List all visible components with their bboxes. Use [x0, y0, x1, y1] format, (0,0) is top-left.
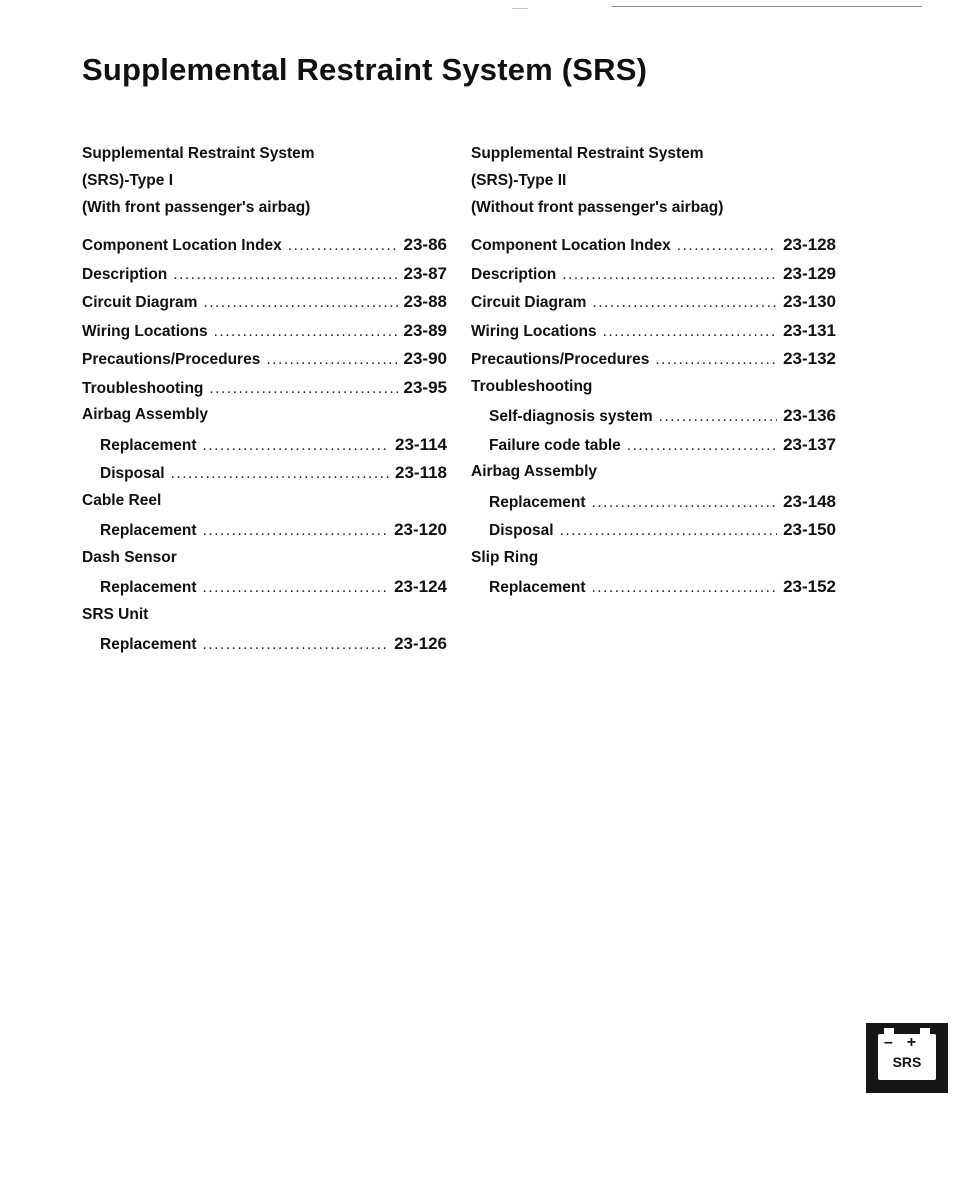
toc-entry	[82, 520, 447, 549]
dot-leader	[288, 237, 398, 255]
toc-entry	[471, 406, 836, 435]
minus-sign: –	[883, 1034, 907, 1051]
toc-entry-label: Description	[471, 265, 557, 283]
toc-entry-page: 23-148	[783, 491, 836, 511]
heading-line: (Without front passenger's airbag)	[471, 199, 724, 216]
toc-entry-label: Replacement	[489, 579, 586, 596]
battery-icon	[878, 1034, 936, 1080]
dot-leader	[266, 351, 397, 369]
toc-entry-label: Circuit Diagram	[82, 294, 198, 311]
toc-entry	[82, 406, 447, 435]
toc-entry-page: 23-129	[783, 263, 836, 283]
toc-entry-page: 23-86	[403, 235, 447, 254]
toc-entry	[82, 463, 447, 492]
toc-entry-label: Troubleshooting	[82, 379, 204, 397]
toc-entry-page: 23-118	[395, 463, 447, 482]
dot-leader	[562, 266, 777, 284]
toc-entry	[82, 349, 447, 378]
toc-entry	[471, 520, 836, 549]
toc-entry	[82, 378, 447, 407]
dot-leader	[591, 579, 777, 597]
toc-entry-page: 23-114	[395, 434, 447, 454]
column-heading	[471, 140, 836, 235]
toc-entry-page: 23-132	[783, 349, 836, 368]
heading-line: (SRS)-Type II	[471, 172, 567, 189]
dot-leader	[659, 408, 777, 426]
dot-leader	[202, 636, 388, 654]
toc-entry-label: Airbag Assembly	[82, 406, 209, 423]
toc-entry	[82, 606, 447, 635]
toc-entry-page: 23-120	[394, 520, 447, 539]
toc-entry	[471, 549, 836, 578]
toc-entry-page: 23-152	[783, 577, 836, 596]
toc-list	[82, 235, 447, 663]
toc-entry-label: Description	[82, 265, 168, 283]
dot-leader	[202, 437, 389, 455]
toc-entry-label: Dash Sensor	[82, 548, 177, 566]
heading-line: (With front passenger's airbag)	[82, 199, 311, 216]
toc-entry-label: Replacement	[100, 436, 197, 454]
page-title: Supplemental Restraint System (SRS)	[82, 52, 648, 87]
toc-entry	[471, 435, 836, 464]
toc-entry-page: 23-128	[783, 235, 836, 254]
toc-entry-label: Cable Reel	[82, 491, 162, 509]
heading-line: Supplemental Restraint System	[82, 145, 315, 162]
dot-leader	[173, 266, 397, 284]
dot-leader	[677, 237, 777, 255]
column-heading	[82, 140, 447, 235]
toc-column-type-1	[82, 140, 447, 663]
dot-leader	[202, 522, 388, 540]
srs-badge	[866, 1023, 948, 1093]
toc-entry	[82, 492, 447, 521]
toc-entry-label: Troubleshooting	[471, 377, 593, 395]
toc-entry	[471, 349, 836, 378]
toc-entry-label: Disposal	[100, 465, 165, 482]
toc-entry-page: 23-126	[394, 634, 447, 653]
top-rule	[612, 6, 922, 7]
toc-entry-page: 23-95	[403, 377, 447, 397]
toc-entry-label: Replacement	[489, 493, 586, 511]
toc-entry	[82, 235, 447, 264]
toc-entry	[82, 264, 447, 293]
toc-entry-page: 23-130	[783, 292, 836, 311]
toc-entry-label: Circuit Diagram	[471, 294, 587, 311]
toc-entry	[82, 577, 447, 606]
toc-entry	[471, 577, 836, 606]
toc-entry-label: Failure code table	[489, 436, 621, 454]
toc-entry	[471, 492, 836, 521]
toc-entry-label: Disposal	[489, 522, 554, 539]
toc-entry	[82, 549, 447, 578]
toc-entry	[82, 634, 447, 663]
dot-leader	[203, 294, 397, 312]
toc-entry-label: Wiring Locations	[82, 322, 208, 340]
toc-entry-page: 23-150	[783, 520, 836, 539]
toc-entry	[471, 264, 836, 293]
dot-leader	[214, 323, 398, 341]
toc-entry-label: Replacement	[100, 522, 197, 539]
toc-entry-page: 23-136	[783, 406, 836, 425]
toc-entry-page: 23-124	[394, 577, 447, 596]
toc-entry	[82, 435, 447, 464]
toc-entry-page: 23-90	[403, 349, 447, 368]
toc-entry-label: Precautions/Procedures	[82, 351, 261, 368]
toc-entry-label: Component Location Index	[471, 237, 671, 254]
toc-entry-label: Precautions/Procedures	[471, 351, 650, 368]
toc-entry-label: Replacement	[100, 579, 197, 596]
toc-entry-label: Self-diagnosis system	[489, 408, 653, 425]
toc-entry	[471, 321, 836, 350]
toc-entry	[471, 463, 836, 492]
dot-leader	[591, 494, 777, 512]
toc-list	[471, 235, 836, 606]
dot-leader	[560, 522, 777, 540]
toc-entry	[82, 321, 447, 350]
toc-entry-page: 23-137	[783, 434, 836, 454]
dot-leader	[603, 323, 777, 341]
toc-entry-page: 23-87	[403, 263, 447, 283]
toc-entry	[82, 292, 447, 321]
toc-entry-page: 23-131	[783, 320, 836, 340]
toc-entry-label: Airbag Assembly	[471, 463, 598, 480]
top-tick-mark	[512, 8, 528, 9]
dot-leader	[209, 380, 397, 398]
toc-entry	[471, 378, 836, 407]
toc-entry-label: Component Location Index	[82, 237, 282, 254]
toc-entry	[471, 235, 836, 264]
toc-column-type-2	[471, 140, 836, 606]
plus-sign: +	[906, 1034, 931, 1051]
toc-entry-page: 23-89	[403, 320, 447, 340]
toc-entry-label: SRS Unit	[82, 605, 149, 623]
toc-entry	[471, 292, 836, 321]
toc-entry-label: Replacement	[100, 636, 197, 653]
toc-entry-label: Wiring Locations	[471, 322, 597, 340]
dot-leader	[202, 579, 388, 597]
dot-leader	[171, 465, 389, 483]
heading-line: Supplemental Restraint System	[471, 145, 704, 162]
dot-leader	[655, 351, 777, 369]
dot-leader	[627, 437, 777, 455]
toc-entry-page: 23-88	[403, 292, 447, 311]
battery-signs	[878, 1035, 936, 1051]
srs-label: SRS	[892, 1054, 922, 1070]
heading-line: (SRS)-Type I	[82, 172, 173, 189]
toc-entry-label: Slip Ring	[471, 548, 539, 566]
dot-leader	[592, 294, 777, 312]
